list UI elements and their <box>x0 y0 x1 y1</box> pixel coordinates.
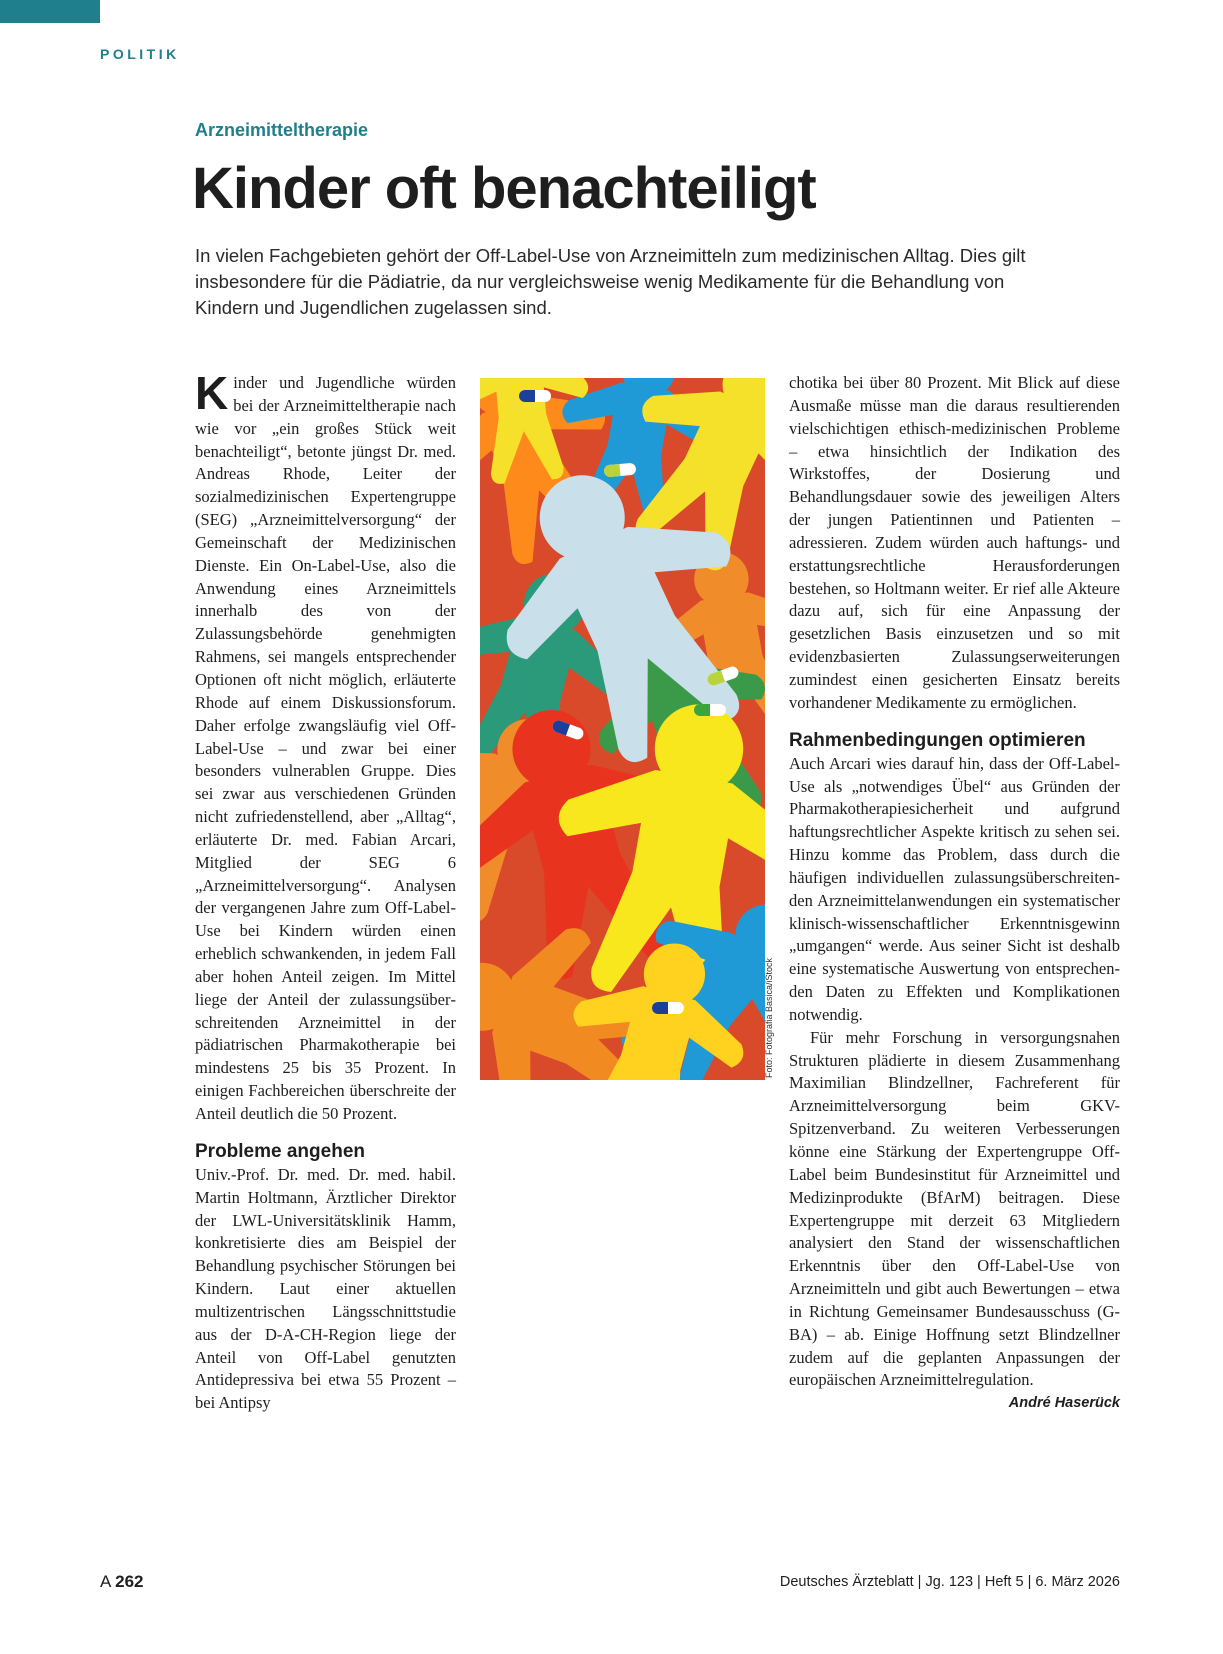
paper-figures-illustration <box>480 378 765 1080</box>
text-column-right <box>789 372 1120 1415</box>
article-title: Kinder oft benachteiligt <box>192 156 816 221</box>
page-prefix: A <box>100 1572 111 1591</box>
paragraph-holtmann: Univ.-Prof. Dr. med. Dr. med. habil. Martin Holtmann, Ärztlicher Direktor der LWL-Universitätsklinik Hamm, konkretisierte dies am Beispiel der Behandlung psychischer Störungen bei Kindern. Laut einer aktuellen multizentrischen Längsschnittstudie aus der D-A-CH-Region liege der Anteil von Off-Label genutzten Antidepressiva bei etwa 55 Prozent – bei Antipsy <box>195 1164 456 1413</box>
subheading-probleme: Probleme angehen <box>195 1140 365 1162</box>
article-lead: In vielen Fachgebieten gehört der Off-Label-Use von Arzneimitteln zum medizinischen Alltag. Dies gilt insbesondere für die Pädiatrie, da nur vergleichsweise wenig Medikamente für die Behandlung von Kindern und Jugendlichen zugelassen sind. <box>195 245 1026 318</box>
drop-cap: K <box>195 367 229 419</box>
paragraph-intro <box>195 367 456 1126</box>
section-label: POLITIK <box>100 46 180 62</box>
subheading-rahmenbedingungen: Rahmenbedingungen optimieren <box>789 729 1086 751</box>
accent-bar <box>0 0 100 23</box>
page-number <box>100 1572 144 1592</box>
photo-credit: Foto: Fotografia Basica/iStock <box>764 957 774 1078</box>
paragraph-intro-text: inder und Jugendliche würden bei der Arzneimitteltherapie nach wie vor „ein großes Stück weit benachteiligt“, betonte jüngst Dr. med. Andreas Rhode, Leiter der sozialmedizinischen Expertengruppe (SEG) „Arzneimittelversorgung“ der Gemeinschaft der Medizinischen Dienste. Ein On-Label-Use, also die Anwendung eines Arzneimittels innerhalb des von der Zulassungsbehörde genehmigten Rahmens, sei mangels entsprechender Optionen oft nicht möglich, erläuterte Rhode auf einem Diskussionsforum. Daher erfolge zwangsläufig viel Off-Label-Use – und zwar bei einer besonders vulnerablen Gruppe. Dies sei zwar aus verschiedenen Gründen nicht zufriedenstellend, aber „Alltag“, erläuterte Dr. med. Fabian Arcari, Mitglied der SEG 6 „Arzneimittelversorgung“. Analysen der vergangenen Jahre zum Off-Label-Use bei Kindern würden einen erheblich schwankenden, in jedem Fall aber hohen Anteil zeigen. Im Mittel liege der Anteil der zulassungsüberschreitenden Arzneimittel in der pädiatrischen Pharmakotherapie bei mindestens 25 bis 35 Prozent. In einigen Fachbereichen überschreite der Anteil deutlich die 50 Prozent. <box>195 373 456 1123</box>
page-number-value: 262 <box>115 1572 144 1591</box>
publication-footer: Deutsches Ärzteblatt | Jg. 123 | Heft 5 | 6. März 2026 <box>779 1574 1120 1590</box>
paragraph-blindzellner-text: Für mehr Forschung in versorgungsnahen Strukturen plädierte in diesem Zusammenhang Maximilian Blindzellner, Fachreferent für Arzneimittelversorgung beim GKV-Spitzenverband. Zu weiteren Verbesserungen könne eine Stärkung der Expertengruppe Off-Label beim Bundesinstitut für Arzneimittel und Medizinprodukte (BfArM) beitragen. Diese Expertengruppe mit derzeit 63 Mitgliedern analysiert den Stand der wissenschaftlichen Erkenntnis über den Off-Label-Use von Arzneimitteln und gibt auch Bewertungen – etwa in Richtung Gemeinsamer Bundesausschuss (G-BA) – ab. Einige Hoffnung setzt Blindzellner zudem auf die geplanten Anpassungen der europäischen Arzneimittelregulation. <box>789 1027 1120 1390</box>
paragraph-arcari: Auch Arcari wies darauf hin, dass der Off-Label-Use als „notwendiges Übel“ aus Gründen der Pharmakotherapiesicherheit und aufgrund haftungsrechtlicher Aspekte kritisch zu sehen sei. Hinzu komme das Problem, dass durch die häufigen individuellen zulassungsüberschreitenden Arzneimittelanwendungen ein systematischer klinisch-wissenschaftlicher Erkenntnisgewinn „umgangen“ werde. Aus seiner Sicht ist deshalb eine systematische Auswertung von entsprechenden Daten zu Effekten und Komplikationen notwendig. <box>789 753 1120 1024</box>
article-photo <box>480 378 765 1080</box>
article-author: André Haserück <box>1008 1395 1120 1412</box>
paragraph-blindzellner <box>789 1027 1120 1412</box>
paragraph-continuation: chotika bei über 80 Prozent. Mit Blick auf diese Ausmaße müsse man die daraus resultierenden vielschichtigen ethisch-medizinischen Probleme – etwa hinsichtlich der Indikation des Wirkstoffes, der Dosierung und Behandlungsdauer sowie des jeweiligen Alters der jungen Patientinnen und Patienten – adressieren. Zudem würden auch haftungs- und erstattungsrechtliche Herausforderungen bestehen, so Holtmann weiter. Er rief alle Akteure dazu auf, sich für eine Anpassung der gesetzlichen Basis einzusetzen und so mit evidenzbasierten Zulassungserweiterungen zumindest einen gesicherten Einsatz bereits vorhandener Medikamente zu ermöglichen. <box>789 373 1120 712</box>
text-column-left <box>195 367 456 1415</box>
article-kicker: Arzneimitteltherapie <box>195 120 369 140</box>
